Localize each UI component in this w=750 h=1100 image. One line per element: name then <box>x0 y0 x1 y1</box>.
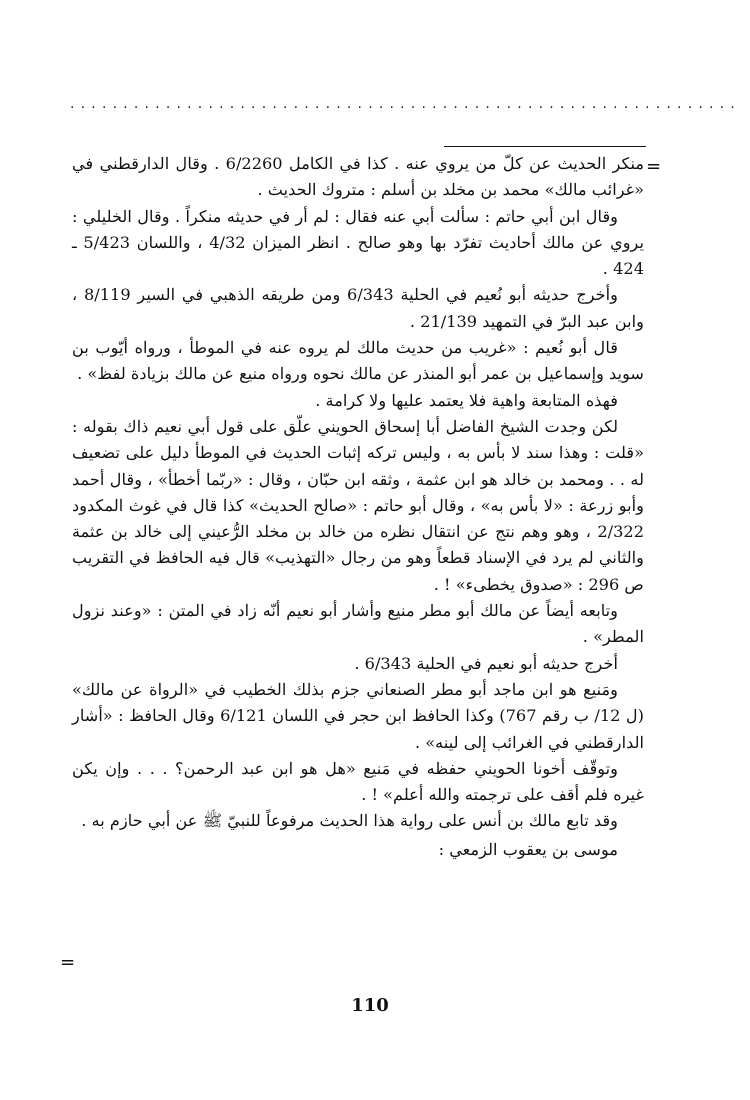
page-number: 110 <box>351 995 389 1016</box>
paragraph: وقد تابع مالك بن أنس على رواية هذا الحديث مرفوعاً للنبيّ ﷺ عن أبي حازم به . <box>81 811 618 831</box>
paragraph: موسى بن يعقوب الزمعي : <box>438 839 618 859</box>
paragraph: وأخرج حديثه أبو نُعيم في الحلية 6/343 ومن طريقه الذهبي في السير 8/119 ، وابن عبد البرّ في التمهيد 21/139 . <box>72 285 644 331</box>
continuation-mark-top: = <box>646 156 662 177</box>
paragraph: وقال ابن أبي حاتم : سألت أبي عنه فقال : لم أر في حديثه منكراً . وقال الخليلي : يروي عن مالك أحاديث تفرّد بها وهو صالح . انظر الميزان 4/32 ، واللسان 5/423 ـ 424 . <box>72 206 644 279</box>
dotted-separator: ............................................................... <box>70 96 741 112</box>
footnote-body <box>72 151 644 863</box>
footnote-rule <box>444 146 646 147</box>
paragraph: فهذه المتابعة واهية فلا يعتمد عليها ولا كرامة . <box>315 390 618 410</box>
paragraph: وتابعه أيضاً عن مالك أبو مطر منيع وأشار أبو نعيم أنّه زاد في المتن : «وعند نزول المطر» . <box>72 601 644 647</box>
continuation-mark-bottom: = <box>60 952 76 973</box>
paragraph: وتوقّف أخونا الحويني حفظه في مَنيع «هل هو ابن عبد الرحمن؟ . . . وإن يكن غيره فلم أقف على ترجمته والله أعلم» ! . <box>72 758 644 805</box>
paragraph: لكن وجدت الشيخ الفاضل أبا إسحاق الحويني علّق على قول أبي نعيم ذاك بقوله : «قلت : وهذا سند لا بأس به ، وليس تركه إثبات الحديث في الموطأ دليل على تضعيف له . . ومحمد بن خالد هو ابن عثمة ، وثقه ابن حبّان ، وقال : «ربّما أخطأ» ، وقال أحمد وأبو زرعة : «لا بأس به» ، وقال أبو حاتم : «صالح الحديث» كذا قال في غوث المكدود 2/322 ، وهو وهم نتج عن انتقال نظره من خالد بن مخلد الرُّعيني إلى خالد بن عثمة والثاني لم يرد في الإسناد قطعاً وهو من رجال «التهذيب» قال فيه الحافظ في التقريب ص 296 : «صدوق يخطىء» ! . <box>72 416 644 594</box>
paragraph: منكر الحديث عن كلّ من يروي عنه . كذا في الكامل 6/2260 . وقال الدارقطني في «غرائب مالك» محمد بن مخلد بن أسلم : متروك الحديث . <box>72 154 645 200</box>
paragraph: ومَنيع هو ابن ماجد أبو مطر الصنعاني جزم بذلك الخطيب في «الرواة عن مالك» (ل 12/ ب رقم 767) وكذا الحافظ ابن حجر في اللسان 6/121 وقال الحافظ : «أشار الدارقطني في الغرائب إلى لينه» . <box>72 679 645 752</box>
paragraph: أخرج حديثه أبو نعيم في الحلية 6/343 . <box>354 653 618 673</box>
paragraph: قال أبو نُعيم : «غريب من حديث مالك لم يروه عنه في الموطأ ، ورواه أيّوب بن سويد وإسماعيل بن عمر أبو المنذر عن مالك نحوه ورواه منيع عن مالك بزيادة لفظ» . <box>72 338 644 384</box>
